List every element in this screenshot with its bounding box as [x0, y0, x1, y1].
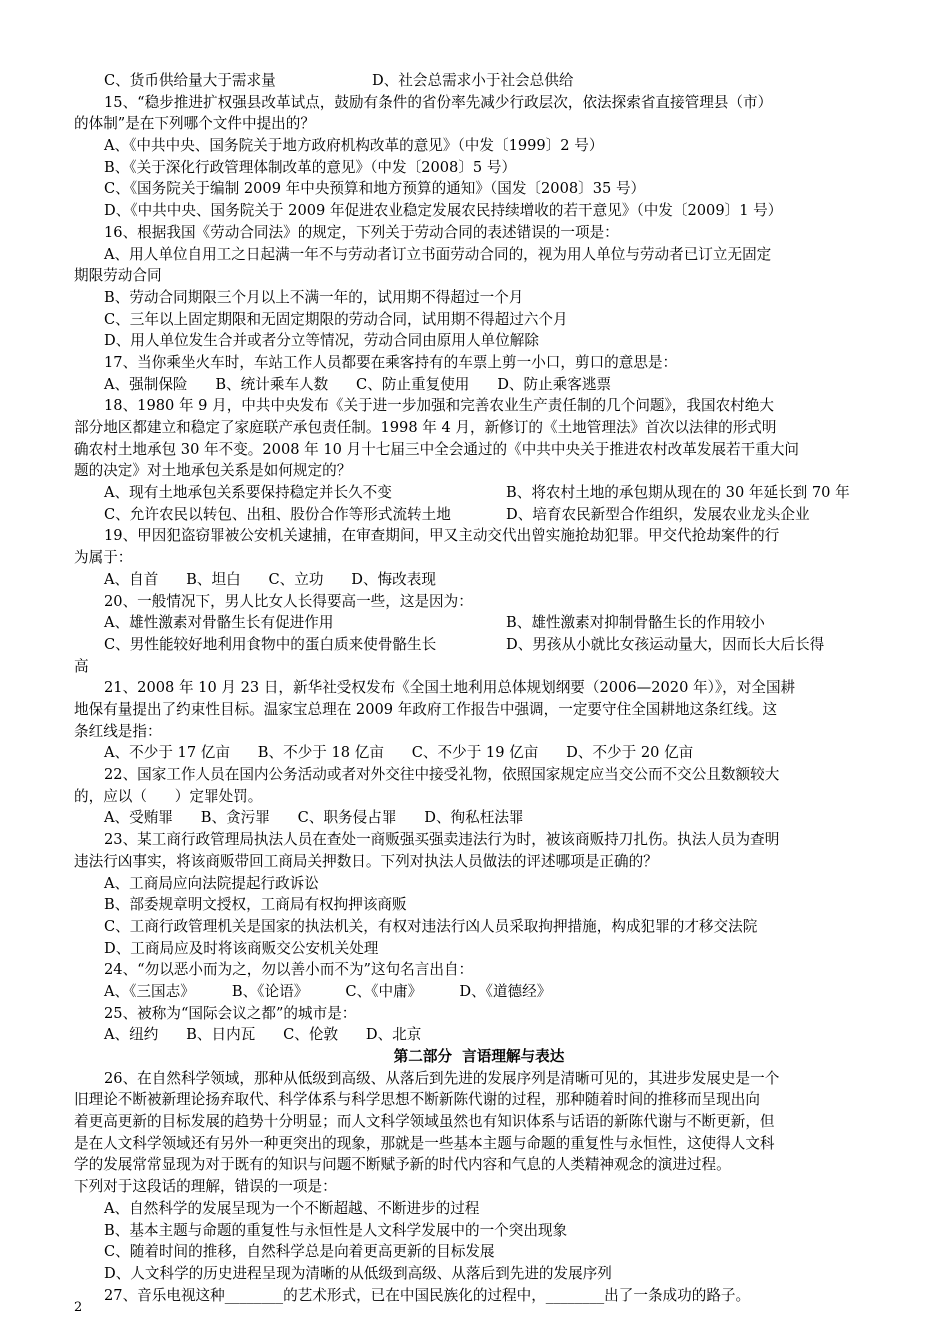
q24-stem: 24、“勿以恶小而为之，勿以善小而不为”这句名言出自：: [104, 961, 474, 979]
q18-option-a: A、现有土地承包关系要保持稳定并长久不变: [104, 484, 392, 502]
q14-option-d: D、社会总需求小于社会总供给: [372, 72, 574, 89]
q20-options-row-1: [74, 612, 884, 634]
q15-stem-cont: 的体制”是在下列哪个文件中提出的？: [74, 115, 315, 133]
q16-option-b: B、劳动合同期限三个月以上不满一年的，试用期不得超过一个月: [104, 288, 524, 306]
q18-options-row-2: [74, 504, 884, 526]
q26-stem-cont-3: 是在人文科学领域还有另外一种更突出的现象，那就是一些基本主题与命题的重复性与永恒性，这使得人文科: [74, 1134, 775, 1152]
q18-stem-cont-2: 确农村土地承包 30 年不变。2008 年 10 月十七届三中全会通过的《中共中央关于推进农村改革发展若干重大问: [74, 440, 800, 458]
q18-option-c: C、允许农民以转包、出租、股份合作等形式流转土地: [104, 505, 451, 523]
q18-stem-cont-1: 部分地区都建立和稳定了家庭联产承包责任制。1998 年 4 月，新修订的《土地管理法》首次以法律的形式明: [74, 419, 777, 437]
q20-stem: 20、一般情况下，男人比女人长得要高一些，这是因为：: [104, 592, 473, 610]
q26-stem-cont-1: 旧理论不断被新理论扬弃取代、科学体系与科学思想不断新陈代谢的过程，那种随着时间的推移而呈现出向: [74, 1091, 760, 1109]
q26-option-b: B、基本主题与命题的重复性与永恒性是人文科学发展中的一个突出现象: [104, 1221, 568, 1239]
q16-option-a: A、用人单位自用工之日起满一年不与劳动者订立书面劳动合同的，视为用人单位与劳动者已订立无固定: [104, 245, 772, 263]
q20-option-d: D、男孩从小就比女孩运动量大，因而长大后长得: [506, 635, 825, 653]
q20-options-row-2: [74, 634, 884, 656]
q20-option-b: B、雄性激素对抑制骨骼生长的作用较小: [506, 614, 765, 632]
q21-options: A、不少于 17 亿亩 B、不少于 18 亿亩 C、不少于 19 亿亩 D、不少于 20 亿亩: [104, 744, 694, 762]
q27-stem: 27、音乐电视这种________的艺术形式，已在中国民族化的过程中，________出了一条成功的路子。: [104, 1286, 751, 1304]
q18-option-b: B、将农村土地的承包期从现在的 30 年延长到 70 年: [506, 484, 850, 502]
q26-stem-cont-2: 着更高更新的目标发展的趋势十分明显；而人文科学领域虽然也有知识体系与话语的新陈代谢与不断更新，但: [74, 1113, 775, 1131]
q15-option-c: C、《国务院关于编制 2009 年中央预算和地方预算的通知》（国发〔2008〕35 号）: [104, 180, 646, 198]
q21-stem: 21、2008 年 10 月 23 日，新华社受权发布《全国土地利用总体规划纲要（2006—2020 年）》，对全国耕: [104, 679, 796, 697]
q14-options-row: [74, 70, 884, 92]
q21-stem-cont-1: 地保有量提出了约束性目标。温家宝总理在 2009 年政府工作报告中强调，一定要守住全国耕地这条红线。这: [74, 701, 778, 719]
q23-stem-cont: 违法行凶事实，将该商贩带回工商局关押数日。下列对执法人员做法的评述哪项是正确的？: [74, 852, 658, 870]
q23-option-d: D、工商局应及时将该商贩交公安机关处理: [104, 939, 379, 957]
q19-options: A、自首 B、坦白 C、立功 D、悔改表现: [104, 570, 436, 588]
q18-stem-cont-3: 题的决定》对土地承包关系是如何规定的？: [74, 462, 352, 480]
q15-option-b: B、《关于深化行政管理体制改革的意见》（中发〔2008〕5 号）: [104, 158, 517, 176]
q20-option-c: C、男性能较好地利用食物中的蛋白质来使骨骼生长: [104, 635, 437, 653]
q18-option-d: D、培育农民新型合作组织，发展农业龙头企业: [506, 505, 810, 523]
page-number: 2: [74, 1300, 83, 1315]
q23-option-b: B、部委规章明文授权，工商局有权拘押该商贩: [104, 896, 407, 914]
q22-stem: 22、国家工作人员在国内公务活动或者对外交往中接受礼物，依照国家规定应当交公而不交公且数额较大: [104, 766, 780, 784]
q26-option-c: C、随着时间的推移，自然科学总是向着更高更新的目标发展: [104, 1243, 495, 1261]
q17-stem: 17、当你乘坐火车时，车站工作人员都要在乘客持有的车票上剪一小口，剪口的意思是：: [104, 353, 678, 371]
q20-option-a: A、雄性激素对骨骼生长有促进作用: [104, 614, 334, 632]
q22-options: A、受贿罪 B、贪污罪 C、职务侵占罪 D、徇私枉法罪: [104, 809, 524, 827]
q26-prompt: 下列对于这段话的理解，错误的一项是：: [74, 1178, 337, 1196]
q25-stem: 25、被称为“国际会议之都”的城市是：: [104, 1004, 357, 1022]
q26-stem-cont-4: 学的发展常常显现为对于既有的知识与问题不断赋予新的时代内容和气息的人类精神观念的演进过程。: [74, 1156, 731, 1174]
q18-stem: 18、1980 年 9 月，中共中央发布《关于进一步加强和完善农业生产责任制的几个问题》，我国农村绝大: [104, 397, 774, 415]
q26-option-d: D、人文科学的历史进程呈现为清晰的从低级到高级、从落后到先进的发展序列: [104, 1264, 612, 1282]
exam-page: [74, 70, 884, 1306]
q17-options: A、强制保险 B、统计乘车人数 C、防止重复使用 D、防止乘客逃票: [104, 375, 612, 393]
q16-stem: 16、根据我国《劳动合同法》的规定，下列关于劳动合同的表述错误的一项是：: [104, 223, 619, 241]
q15-option-a: A、《中共中央、国务院关于地方政府机构改革的意见》（中发〔1999〕2 号）: [104, 137, 604, 155]
q14-option-c: C、货币供给量大于需求量: [104, 72, 276, 89]
q26-stem: 26、在自然科学领域，那种从低级到高级、从落后到先进的发展序列是清晰可见的，其进步发展史是一个: [104, 1069, 780, 1087]
q19-stem-cont: 为属于：: [74, 549, 133, 567]
q19-stem: 19、甲因犯盗窃罪被公安机关逮捕，在审查期间，甲又主动交代出曾实施抢劫犯罪。甲交代抢劫案件的行: [104, 527, 780, 545]
q16-option-a-cont: 期限劳动合同: [74, 267, 162, 285]
q15-stem: 15、“稳步推进扩权强县改革试点，鼓励有条件的省份率先减少行政层次，依法探索省直接管理县（市）: [104, 93, 773, 111]
q16-option-d: D、用人单位发生合并或者分立等情况，劳动合同由原用人单位解除: [104, 332, 539, 350]
q18-options-row-1: [74, 482, 884, 504]
q22-stem-cont: 的，应以（ ）定罪处罚。: [74, 787, 263, 805]
section-heading: 第二部分 言语理解与表达: [393, 1048, 565, 1066]
q15-option-d: D、《中共中央、国务院关于 2009 年促进农业稳定发展农民持续增收的若干意见》（中发〔2009〕1 号）: [104, 202, 783, 220]
q21-stem-cont-2: 条红线是指：: [74, 722, 162, 740]
q20-option-d-cont: 高: [74, 657, 89, 675]
q26-option-a: A、自然科学的发展呈现为一个不断超越、不断进步的过程: [104, 1199, 480, 1217]
q23-stem: 23、某工商行政管理局执法人员在查处一商贩强买强卖违法行为时，被该商贩持刀扎伤。执法人员为查明: [104, 831, 780, 849]
q16-option-c: C、三年以上固定期限和无固定期限的劳动合同，试用期不得超过六个月: [104, 310, 568, 328]
q25-options: A、纽约 B、日内瓦 C、伦敦 D、北京: [104, 1026, 422, 1044]
q23-option-c: C、工商行政管理机关是国家的执法机关，有权对违法行凶人员采取拘押措施，构成犯罪的才移交法院: [104, 917, 758, 935]
q23-option-a: A、工商局应向法院提起行政诉讼: [104, 874, 319, 892]
q24-options: A、《三国志》 B、《论语》 C、《中庸》 D、《道德经》: [104, 982, 552, 1000]
